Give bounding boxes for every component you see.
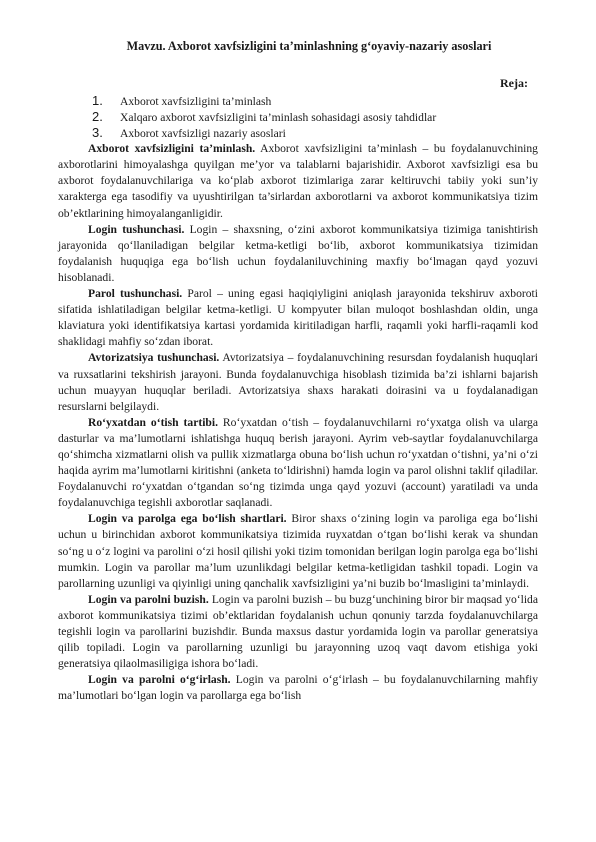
paragraph-text: Biror shaxs o‘zining login va paroliga ega bo‘lishi uchun u birinchidan axborot kommunikatsiya tizimida ruyxatdan o‘tgan bo‘lishi kerak va shundan so‘ng u o‘z logini va parolini o‘zi hosil qilishi yoki tizim tomonidan berilgan login parolga ega bo‘lishi mumkin. Login va parollar ma’lum uzunlikdagi belgilar ketma-ketligidan tashkil topadi. Login va parollarning uzunligi va qiyinligi uning qanchalik xavfsizligini ya’ni buzib bo‘lmasligini ta’minlaydi.: [58, 512, 538, 590]
paragraph-lead: Axborot xavfsizligini ta’minlash.: [88, 142, 256, 156]
paragraph-lead: Parol tushunchasi.: [88, 287, 183, 301]
plan-item-number: 3.: [92, 125, 103, 141]
plan-item-text: Xalqaro axborot xavfsizligini ta’minlash sohasidagi asosiy tahdidlar: [120, 111, 437, 125]
paragraph-lead: Login tushunchasi.: [88, 222, 185, 236]
plan-item-text: Axborot xavfsizligi nazariy asoslari: [120, 127, 286, 141]
paragraph: [58, 592, 538, 672]
plan-list: [88, 93, 538, 141]
plan-item-number: 2.: [92, 109, 103, 125]
paragraph-lead: Login va parolni o‘g‘irlash.: [88, 673, 231, 687]
paragraph-text: Axborot xavfsizligini ta’minlash – bu foydalanuvchining axborotlarini himoyalashga quyilgan me’yor va talablarni bajarishidir. Axborot xavfsizligi esa bu axborot foydalanuvchilariga va ko‘plab axborot tizimlariga zarar keltiruvchi tabiiy yoki sun’iy xarakterga ega tasodifiy va uyushtirilgan ta’sirlardan axborotlarni va axborot kommunikatsiya tizim ob’ektlarining himoyalanganligidir.: [58, 142, 538, 220]
paragraph-lead: Login va parolga ega bo‘lish shartlari.: [88, 512, 287, 526]
paragraph: [58, 222, 538, 286]
paragraph-lead: Ro‘yxatdan o‘tish tartibi.: [88, 415, 218, 429]
paragraph-text: Login – shaxsning, o‘zini axborot kommunikatsiya tizimiga tanishtirish jarayonida qo‘llaniladigan belgilar ketma-ketligi bo‘lib, axborot kommunikatsiya tizimidan foydalanish huquqiga ega bo‘lish uchun foydalaniluvchining maxfiy bo‘lmagan qayd yozuvi hisoblanadi.: [58, 222, 538, 284]
paragraph-text: Ro‘yxatdan o‘tish – foydalanuvchilarni ro‘yxatga olish va ularga dasturlar va ma’lumotlarni ishlatishga huquq berish jarayoni. Ayrim veb-saytlar foydalanuvchilarga qo‘shimcha xizmatlarni olish va pullik xizmatlarga obuna bo‘lish uchun ro‘yxatdan o‘tishni, ya’ni o‘zi haqida ayrim ma’lumotlarni kiritishni (anketa to‘ldirishni) hamda login va parol olishni taklif qiladilar. Foydalanuvchi ro‘yxatdan o‘tgandan so‘ng tizimda unga qayd yozuvi (account) yaratiladi va unda foydalanuvchiga tegishli axborotlar saqlanadi.: [58, 415, 538, 510]
plan-item-number: 1.: [92, 93, 103, 109]
paragraph: [58, 141, 538, 221]
paragraph: [58, 415, 538, 512]
paragraph: [58, 511, 538, 591]
document-body: [58, 141, 538, 704]
plan-item-text: Axborot xavfsizligini ta’minlash: [120, 95, 272, 109]
paragraph-lead: Avtorizatsiya tushunchasi.: [88, 351, 220, 365]
document-title: Mavzu. Axborot xavfsizligini ta’minlashning g‘oyaviy-nazariy asoslari: [126, 39, 492, 53]
plan-item: [88, 93, 538, 109]
plan-heading: Reja:: [500, 76, 528, 91]
paragraph-text: Login va parolni o‘g‘irlash – bu foydalanuvchilarning mahfiy ma’lumotlari bo‘lgan login va parollarga ega bo‘lish: [58, 673, 538, 703]
plan-item: [88, 109, 538, 125]
paragraph-text: Login va parolni buzish – bu buzg‘unchining biror bir maqsad yo‘lida axborot kommunikatsiya tizimi ob’ektlaridan foydalanish uchun qonuniy tarzda foydalanuvchilarga tegishli login va parollarini buzishdir. Bunda maxsus dastur yordamida login va parollar generatsiya qilib topiladi. Login va parollarning uzunligi bu jarayonning uzoq vaqt davom etishiga yoki generatsiya qilaolmasiligiga ishora bo‘ladi.: [58, 592, 538, 671]
paragraph-text: Avtorizatsiya – foydalanuvchining resursdan foydalanish huquqlari va ruxsatlarini tekshirish jarayoni. Bunda foydalanuvchiga hisoblash tizimida ba’zi ishlarni bajarish uchun muayyan huquqlar beriladi. Avtorizatsiya shaxs harakati doirasini va u foydalanadigan resurslarni belgilaydi.: [58, 351, 538, 413]
paragraph: [58, 286, 538, 350]
paragraph-lead: Login va parolni buzish.: [88, 592, 209, 606]
paragraph: [58, 350, 538, 414]
paragraph: [58, 672, 538, 704]
plan-item: [88, 125, 538, 141]
paragraph-text: Parol – uning egasi haqiqiyligini aniqlash jarayonida tekshiruv axboroti sifatida ishlatiladigan belgilar ketma-ketligi. U kompyuter bilan muloqot boshlashdan oldin, unga klaviatura yoki identifikatsiya kartasi yordamida kiritiladigan harfli, raqamli yoki harfli-raqamli kod shaklidagi mahfiy so‘zdan iborat.: [58, 287, 538, 349]
